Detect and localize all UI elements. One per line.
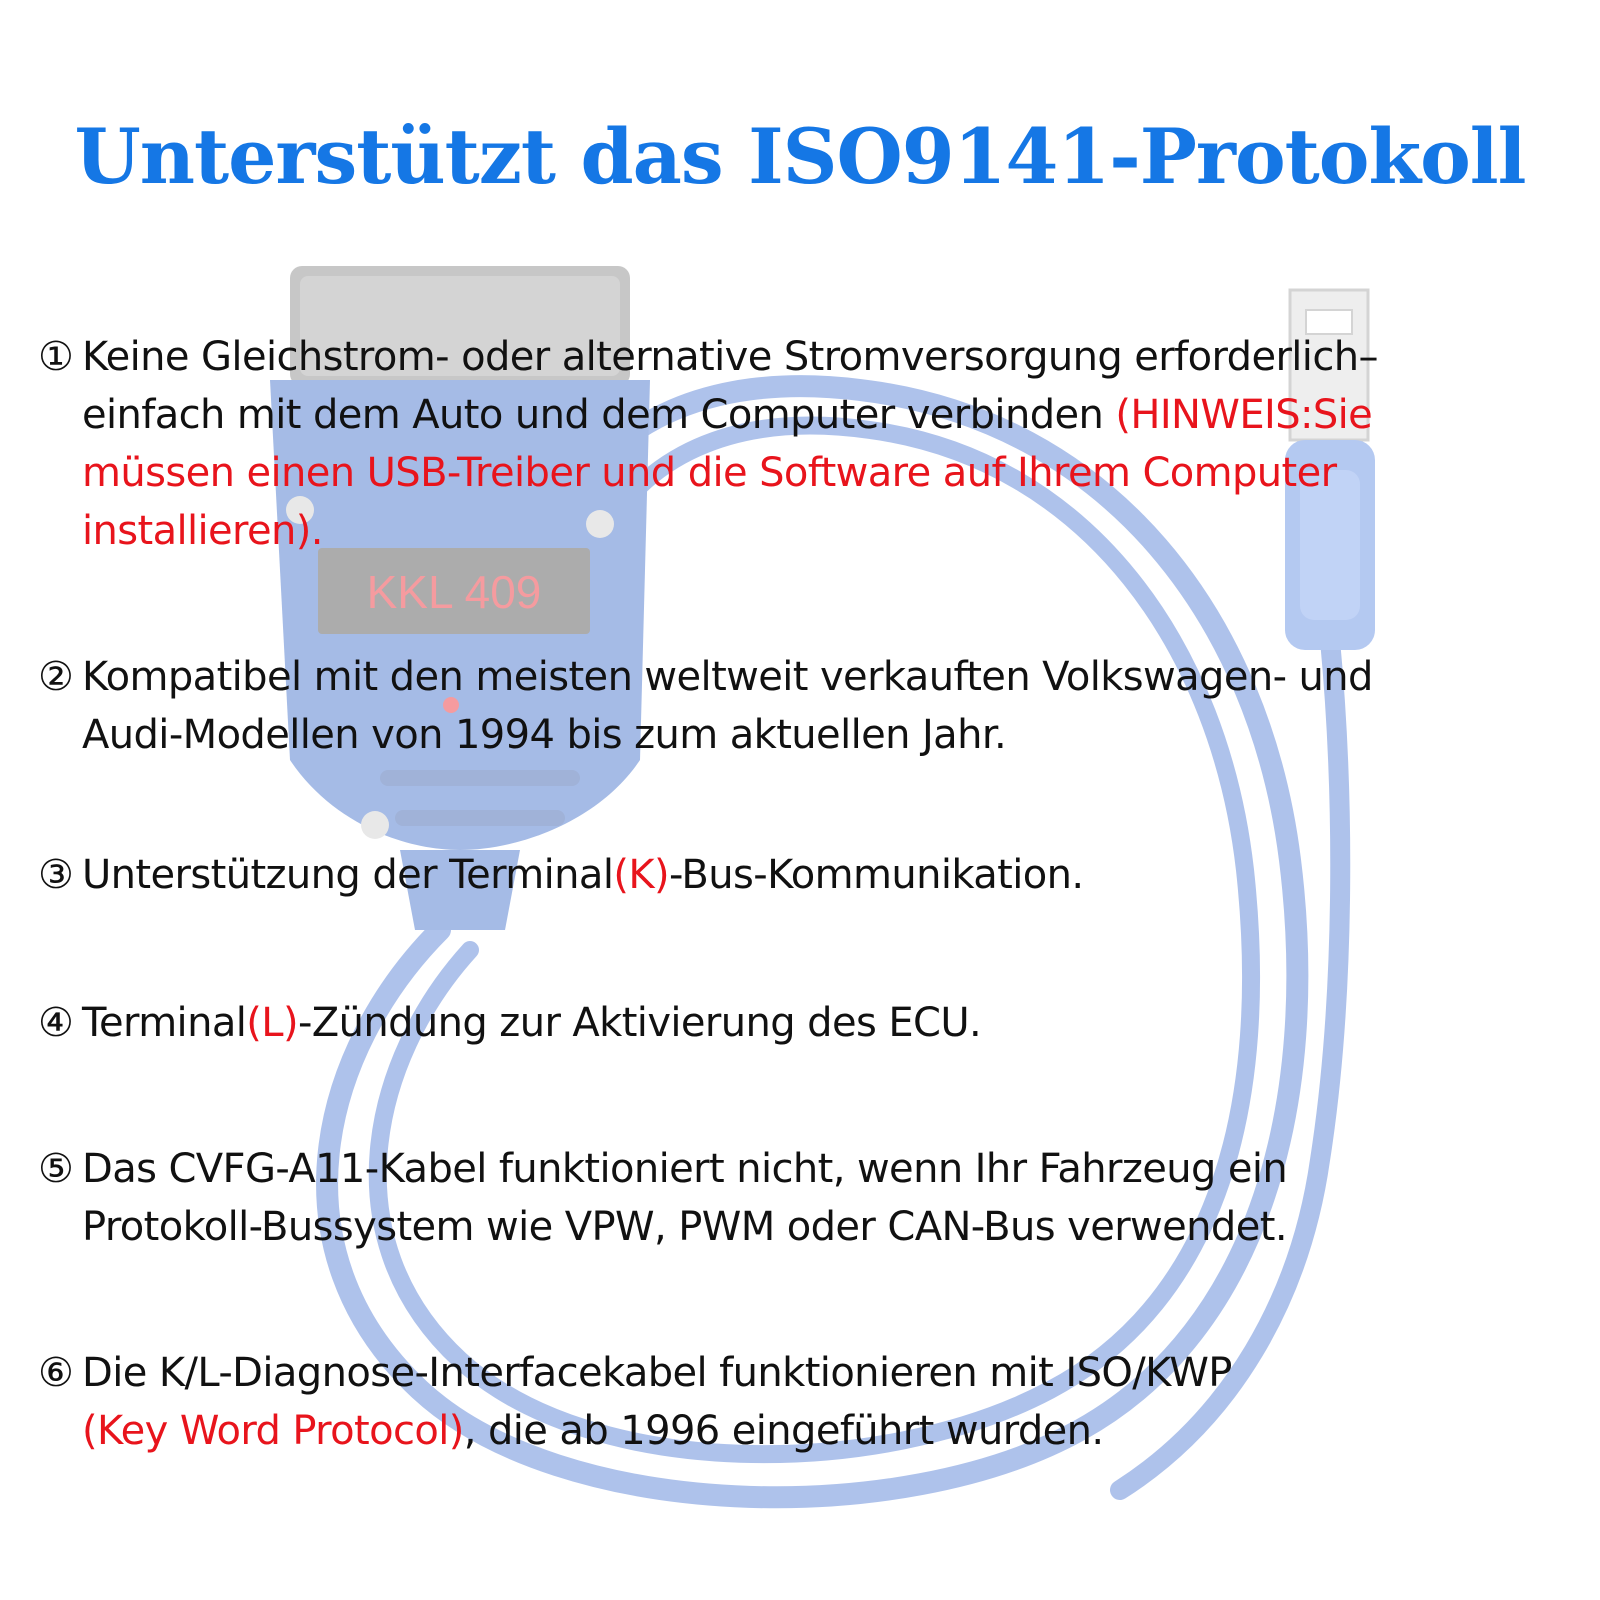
- feature-note: (HINWEIS:Sie: [1115, 392, 1373, 438]
- feature-marker: ①: [38, 334, 74, 380]
- feature-text: Terminal: [82, 1000, 247, 1046]
- feature-text: , die ab 1996 eingeführt wurden.: [463, 1408, 1104, 1454]
- feature-item-5: [38, 1140, 1568, 1256]
- feature-text: Die K/L-Diagnose-Interfacekabel funktionieren mit ISO/KWP: [82, 1350, 1232, 1396]
- feature-item-1: [38, 328, 1568, 560]
- feature-highlight: (K): [613, 852, 669, 898]
- feature-text: Protokoll-Bussystem wie VPW, PWM oder CAN-Bus verwendet.: [82, 1204, 1287, 1250]
- device-label: KKL 409: [366, 566, 542, 618]
- feature-note: müssen einen USB-Treiber und die Software auf Ihrem Computer: [82, 450, 1337, 496]
- feature-text: Unterstützung der Terminal: [82, 852, 614, 898]
- feature-text: -Bus-Kommunikation.: [669, 852, 1084, 898]
- feature-item-2: [38, 648, 1568, 764]
- feature-item-3: [38, 846, 1568, 904]
- feature-text: Keine Gleichstrom- oder alternative Stromversorgung erforderlich–: [82, 334, 1378, 380]
- feature-text: Das CVFG-A11-Kabel funktioniert nicht, wenn Ihr Fahrzeug ein: [82, 1146, 1288, 1192]
- feature-item-4: [38, 994, 1568, 1052]
- feature-text: Audi-Modellen von 1994 bis zum aktuellen Jahr.: [82, 712, 1007, 758]
- feature-marker: ⑤: [38, 1146, 74, 1192]
- page-title: Unterstützt das ISO9141-Protokoll: [74, 112, 1526, 201]
- feature-text: einfach mit dem Auto und dem Computer verbinden: [82, 392, 1116, 438]
- feature-item-6: [38, 1344, 1568, 1460]
- feature-highlight: (L): [246, 1000, 298, 1046]
- feature-marker: ⑥: [38, 1350, 74, 1396]
- feature-text: -Zündung zur Aktivierung des ECU.: [297, 1000, 982, 1046]
- feature-highlight: (Key Word Protocol): [82, 1408, 464, 1454]
- feature-marker: ②: [38, 654, 74, 700]
- feature-marker: ④: [38, 1000, 74, 1046]
- feature-note: installieren).: [82, 508, 323, 554]
- feature-text: Kompatibel mit den meisten weltweit verkauften Volkswagen- und: [82, 654, 1373, 700]
- feature-marker: ③: [38, 852, 74, 898]
